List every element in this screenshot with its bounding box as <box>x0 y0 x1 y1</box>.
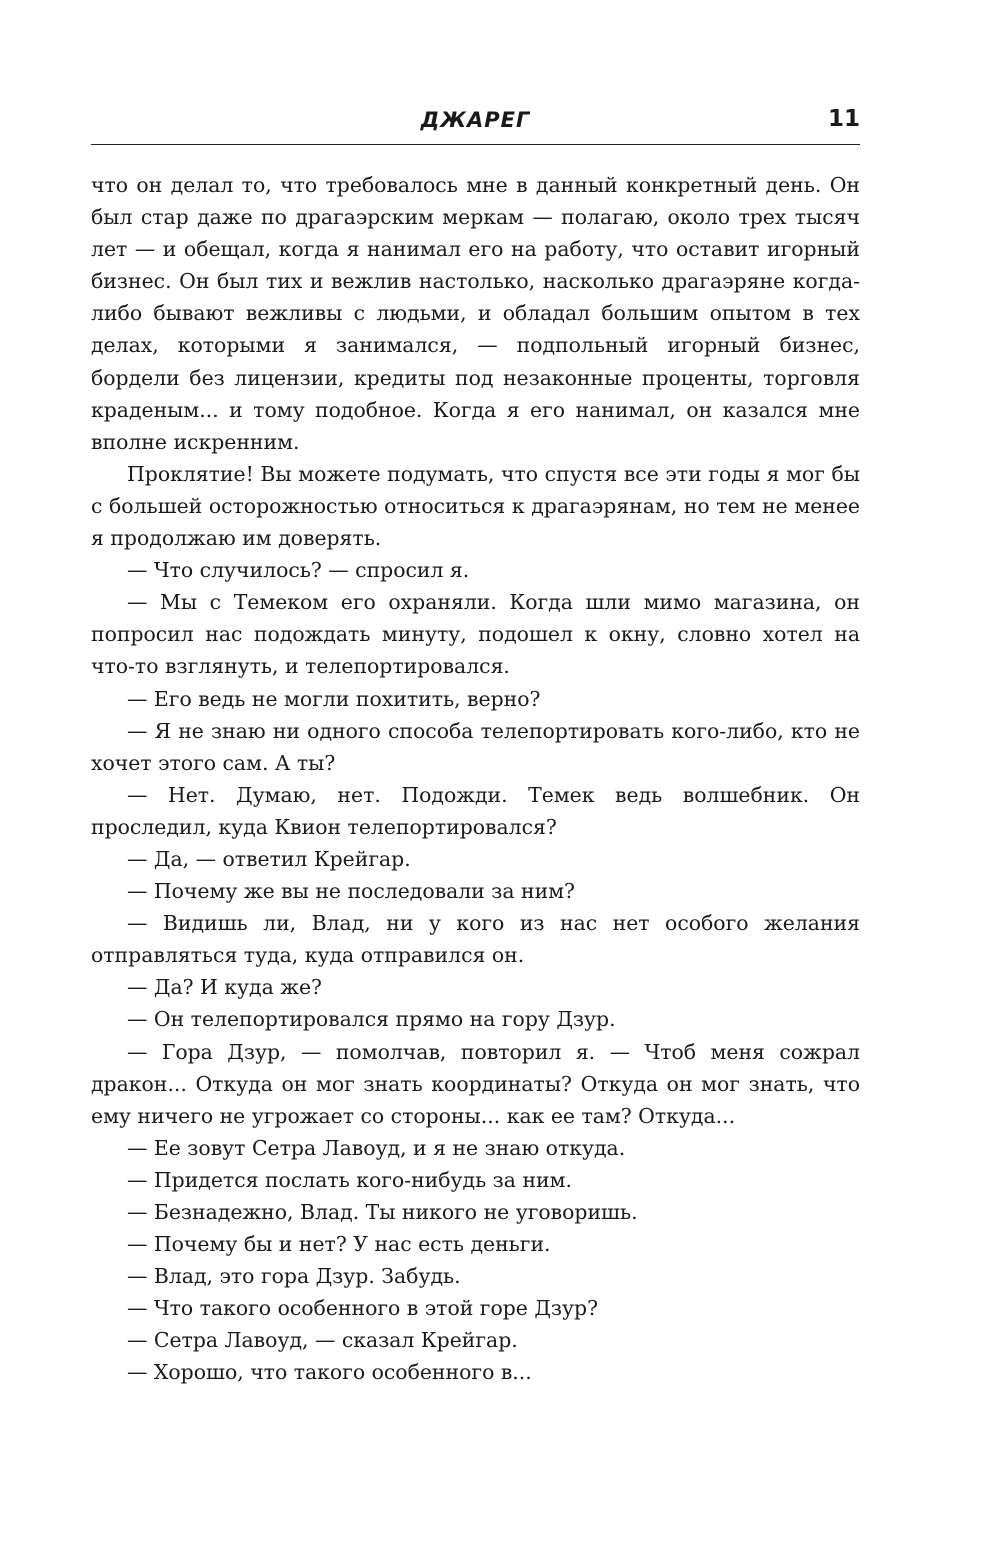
dialogue-line: — Его ведь не могли похитить, верно? <box>127 686 541 711</box>
book-page <box>91 100 860 1389</box>
paragraph-continuation: что он делал то, что требовалось мне в данный конкретный день. Он был стар даже по драгаэрским меркам — полагаю, около трех тысяч лет — и обещал, когда я нанимал его на работу, что оставит игорный бизнес. Он был тих и вежлив настолько, насколько драгаэряне когда-либо бывают вежливы с людьми, и обладал большим опытом в тех делах, которыми я занимался, — подпольный игорный бизнес, бордели без лицензии, кредиты под незаконные проценты, торговля краденым... и тому подобное. Когда я его нанимал, он казался мне вполне искренним. <box>91 173 860 454</box>
dialogue-line: — Видишь ли, Влад, ни у кого из нас нет особого желания отправляться туда, куда отправился он. <box>91 911 860 968</box>
dialogue-line: — Влад, это гора Дзур. Забудь. <box>127 1264 461 1289</box>
dialogue-line: — Сетра Лавоуд, — сказал Крейгар. <box>127 1328 518 1353</box>
running-title: ДЖАРЕГ <box>420 108 531 132</box>
dialogue-line: — Мы с Темеком его охраняли. Когда шли мимо магазина, он попросил нас подождать минуту, подошел к окну, словно хотел на что-то взглянуть, и телепортировался. <box>91 590 860 679</box>
dialogue-line: — Да, — ответил Крейгар. <box>127 846 411 871</box>
dialogue-line: — Я не знаю ни одного способа телепортировать кого-либо, кто не хочет этого сам. А ты? <box>91 718 860 775</box>
body-text <box>91 169 860 1389</box>
dialogue-line: — Что такого особенного в этой горе Дзур? <box>127 1296 599 1321</box>
paragraph: Проклятие! Вы можете подумать, что спустя все эти годы я мог бы с большей осторожностью относиться к драгаэрянам, но тем не менее я продолжаю им доверять. <box>91 461 860 551</box>
dialogue-line: — Придется послать кого-нибудь за ним. <box>127 1167 572 1192</box>
dialogue-line: — Гора Дзур, — помолчав, повторил я. — Чтоб меня сожрал дракон... Откуда он мог знать координаты? Откуда он мог знать, что ему ничего не угрожает со стороны... как ее там? Откуда... <box>91 1039 860 1128</box>
dialogue-line: — Хорошо, что такого особенного в... <box>127 1360 532 1385</box>
dialogue-line: — Да? И куда же? <box>127 975 322 1000</box>
dialogue-line: — Что случилось? — спросил я. <box>127 558 470 583</box>
dialogue-line: — Почему же вы не последовали за ним? <box>127 879 575 904</box>
page-number: 11 <box>827 106 860 132</box>
dialogue-line: — Он телепортировался прямо на гору Дзур. <box>127 1007 616 1032</box>
dialogue-line: — Почему бы и нет? У нас есть деньги. <box>127 1232 551 1257</box>
dialogue-line: — Нет. Думаю, нет. Подожди. Темек ведь волшебник. Он проследил, куда Квион телепортировался? <box>91 782 860 839</box>
dialogue-line: — Безнадежно, Влад. Ты никого не уговоришь. <box>127 1200 638 1224</box>
running-head <box>91 100 860 145</box>
dialogue-line: — Ее зовут Сетра Лавоуд, и я не знаю откуда. <box>127 1135 626 1160</box>
